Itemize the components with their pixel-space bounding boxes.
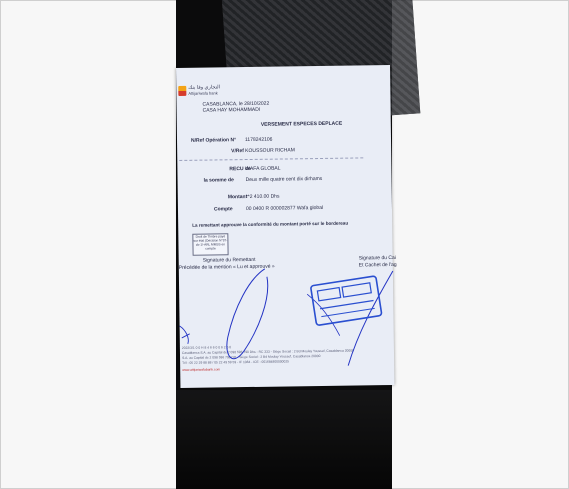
field-label-compte: Compte — [213, 206, 233, 213]
pen-marks — [176, 65, 394, 388]
signature-left-subtitle: Précédée de la mention « Lu et approuvé » — [178, 263, 275, 271]
field-label-operation: N/Ref Opération N° — [190, 137, 237, 144]
field-label-vref: V/Ref — [231, 148, 244, 155]
footer-line: Casablanca S.A. au Capital de 2 098 596 790 Dhs - RC 333 - Siège Social : 2 Bd Moulay Youssef, Casablanca 20000 — [181, 348, 354, 355]
document-title: VERSEMENT ESPECES DEPLACE — [260, 120, 343, 128]
field-value-compte: 00 0400 R 000002877 Wafa global — [245, 204, 324, 213]
bank-stamp-icon — [311, 276, 382, 326]
stamp-duty-text: Droit de Timbre payé sur état (Décision N°87-dc-1/-ARL MMSS en compte — [193, 234, 228, 251]
footer-line: Tél : 05 22 29 88 88 / 05 22 49 59 59 - IF 1084 - ICE : 001684800000025 — [182, 359, 290, 365]
dark-floor-background — [176, 390, 392, 489]
document-photo — [176, 0, 397, 489]
field-label-montant: Montant — [227, 194, 248, 201]
place-date: CASABLANCA, le 28/10/2022 — [202, 100, 270, 108]
field-value-somme: Deux mille quatre cent dix dirhams — [245, 175, 323, 184]
brand-name: Attijariwafa bank — [188, 90, 218, 96]
field-label-recu: RECU de — [229, 165, 251, 173]
field-value-vref: KOUSSOUR RICHAM — [245, 147, 295, 155]
footer-website: www.attijariwafabank.com — [182, 367, 221, 372]
signature-left-title: Signature du Remettant — [202, 256, 256, 264]
branch-name: CASA HAY MOHAMMADI — [202, 106, 261, 114]
footer-line: 2022/3/1 0 0 H 8 4 6 6 0 0 6 2 0 0 — [181, 345, 232, 350]
field-value-operation: 1178242106 — [244, 136, 273, 144]
footer-line: S.A. au Capital de 2 098 596 790 DH - Siège Social : 2 Bd Moulay Youssef, Casablanca 20000 — [182, 354, 321, 360]
brand-arabic: التجاري وفا بنك — [188, 84, 221, 91]
field-label-somme: la somme de — [203, 177, 234, 184]
field-value-recu: WAFA GLOBAL — [245, 165, 281, 173]
signature-stroke — [226, 269, 269, 359]
receipt-paper — [176, 65, 397, 388]
signature-stroke — [180, 326, 190, 344]
approval-statement: La remettant approuve la conformité du montant porté sur le bordereau — [192, 220, 349, 228]
signature-right-title: Signature du Cai — [358, 254, 396, 262]
signature-right-subtitle: Et Cachet de l'ag — [358, 261, 397, 269]
field-value-montant: **2 410.00 Dhs — [245, 193, 280, 201]
